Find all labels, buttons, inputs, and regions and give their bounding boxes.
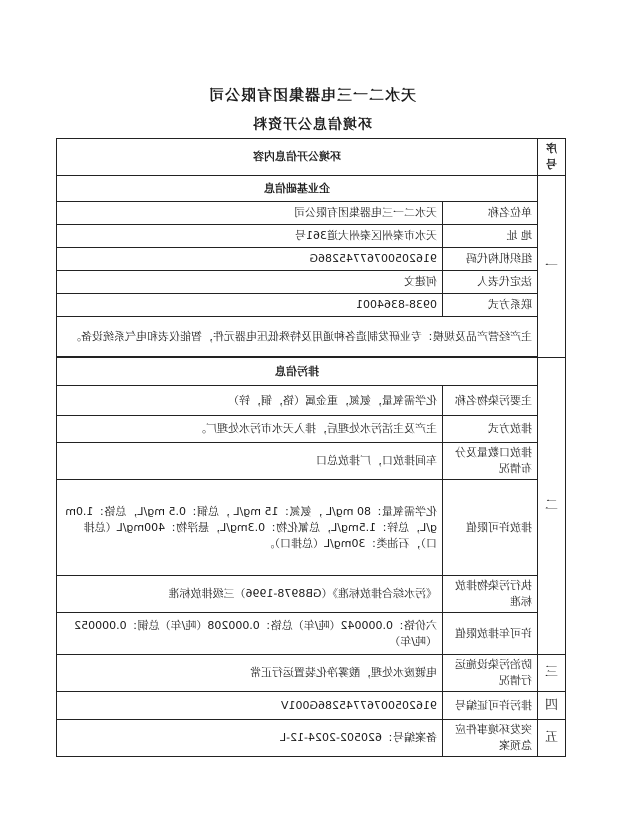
- row-label: 排放方式: [443, 416, 538, 443]
- table-row: [57, 202, 566, 225]
- section1-number: 一: [538, 176, 566, 358]
- section4-number: 四: [538, 692, 566, 720]
- section5-number: 五: [538, 720, 566, 757]
- section3-number: 三: [538, 655, 566, 692]
- table-header-row: [57, 139, 566, 176]
- row-label: 许可年排放限值: [443, 613, 538, 655]
- section4-row: [57, 692, 566, 720]
- table-row: [57, 271, 566, 294]
- row-label: 主要污染物名称: [443, 386, 538, 416]
- section2-heading: 排污信息: [57, 358, 538, 386]
- table-row: [57, 576, 566, 613]
- section3-row: [57, 655, 566, 692]
- table-row: [57, 613, 566, 655]
- row-value: 六价铬：0.000042（吨/年）总铬：0.000208（吨/年）总铜：0.000052（吨/年）: [57, 613, 443, 655]
- company-title: 天水二一三电器集团有限公司: [208, 86, 417, 104]
- document-subtitle: 环境信息公开资料: [252, 117, 372, 133]
- row-label: 联系方式: [443, 294, 538, 317]
- row-label: 地 址: [443, 225, 538, 248]
- section4-label: 排污许可证编号: [443, 692, 538, 720]
- table-row: [57, 225, 566, 248]
- row-label: 组织机构代码: [443, 248, 538, 271]
- header-content: 环境公开信息内容: [57, 139, 538, 176]
- section1-heading: 企业基础信息: [57, 176, 538, 202]
- table-row: [57, 480, 566, 576]
- row-value: 91620500767745286G: [57, 248, 443, 271]
- row-value: 天水市秦州区秦州大道361号: [57, 225, 443, 248]
- row-label: 单位名称: [443, 202, 538, 225]
- row-value: 《污水综合排放标准》（GB8978-1996）三级排放标准: [57, 576, 443, 613]
- row-label: 排放口数量及分布情况: [443, 443, 538, 480]
- row-label: 排放许可限值: [443, 480, 538, 576]
- row-value: 主产及主活污水处理后，排入天水市污水处理厂。: [57, 416, 443, 443]
- row-value: 车间排放口，厂排放总口: [57, 443, 443, 480]
- section3-value: 电镀废水处理，酸雾净化装置运行正常: [57, 655, 443, 692]
- row-label: 执行污染物排放标准: [443, 576, 538, 613]
- header-number: 序号: [538, 139, 566, 176]
- row-label: 法定代表人: [443, 271, 538, 294]
- table-row: [57, 386, 566, 416]
- table-row: [57, 443, 566, 480]
- table-row: [57, 416, 566, 443]
- section2-heading-row: [57, 358, 566, 386]
- row-value: 化学需氧量：80 mg/L ，氨氮：15 mg/L ，总铜：0.5 mg/L，总铬：1.0mg/L，总锌：1.5mg/L，总氰化物：0.3mg/L，悬浮物：400mg/L（总排口），石油类：30mg/L（总排口）。: [57, 480, 443, 576]
- table-row: [57, 248, 566, 271]
- row-value: 何建文: [57, 271, 443, 294]
- section5-label: 突发环境事件应急预案: [443, 720, 538, 757]
- section5-row: [57, 720, 566, 757]
- row-value: 化学需氧量，氨氮，重金属（铬，铜，锌）: [57, 386, 443, 416]
- environment-info-table: [56, 138, 566, 757]
- section3-label: 防治污染设施运行情况: [443, 655, 538, 692]
- row-value: 天水二一三电器集团有限公司: [57, 202, 443, 225]
- section1-heading-row: [57, 176, 566, 202]
- table-row: [57, 294, 566, 317]
- row-value: 0938-8364001: [57, 294, 443, 317]
- section2-number: 二: [538, 358, 566, 655]
- section5-value: 备案编号：620502-2024-12-L: [57, 720, 443, 757]
- section4-value: 91620500767745286G001V: [57, 692, 443, 720]
- business-scope-row: [57, 317, 566, 357]
- business-scope: 主产经营产品及规模：专业研发制造各种通用及特殊低压电器元件，智能仪表和电气系统设备。: [57, 317, 538, 357]
